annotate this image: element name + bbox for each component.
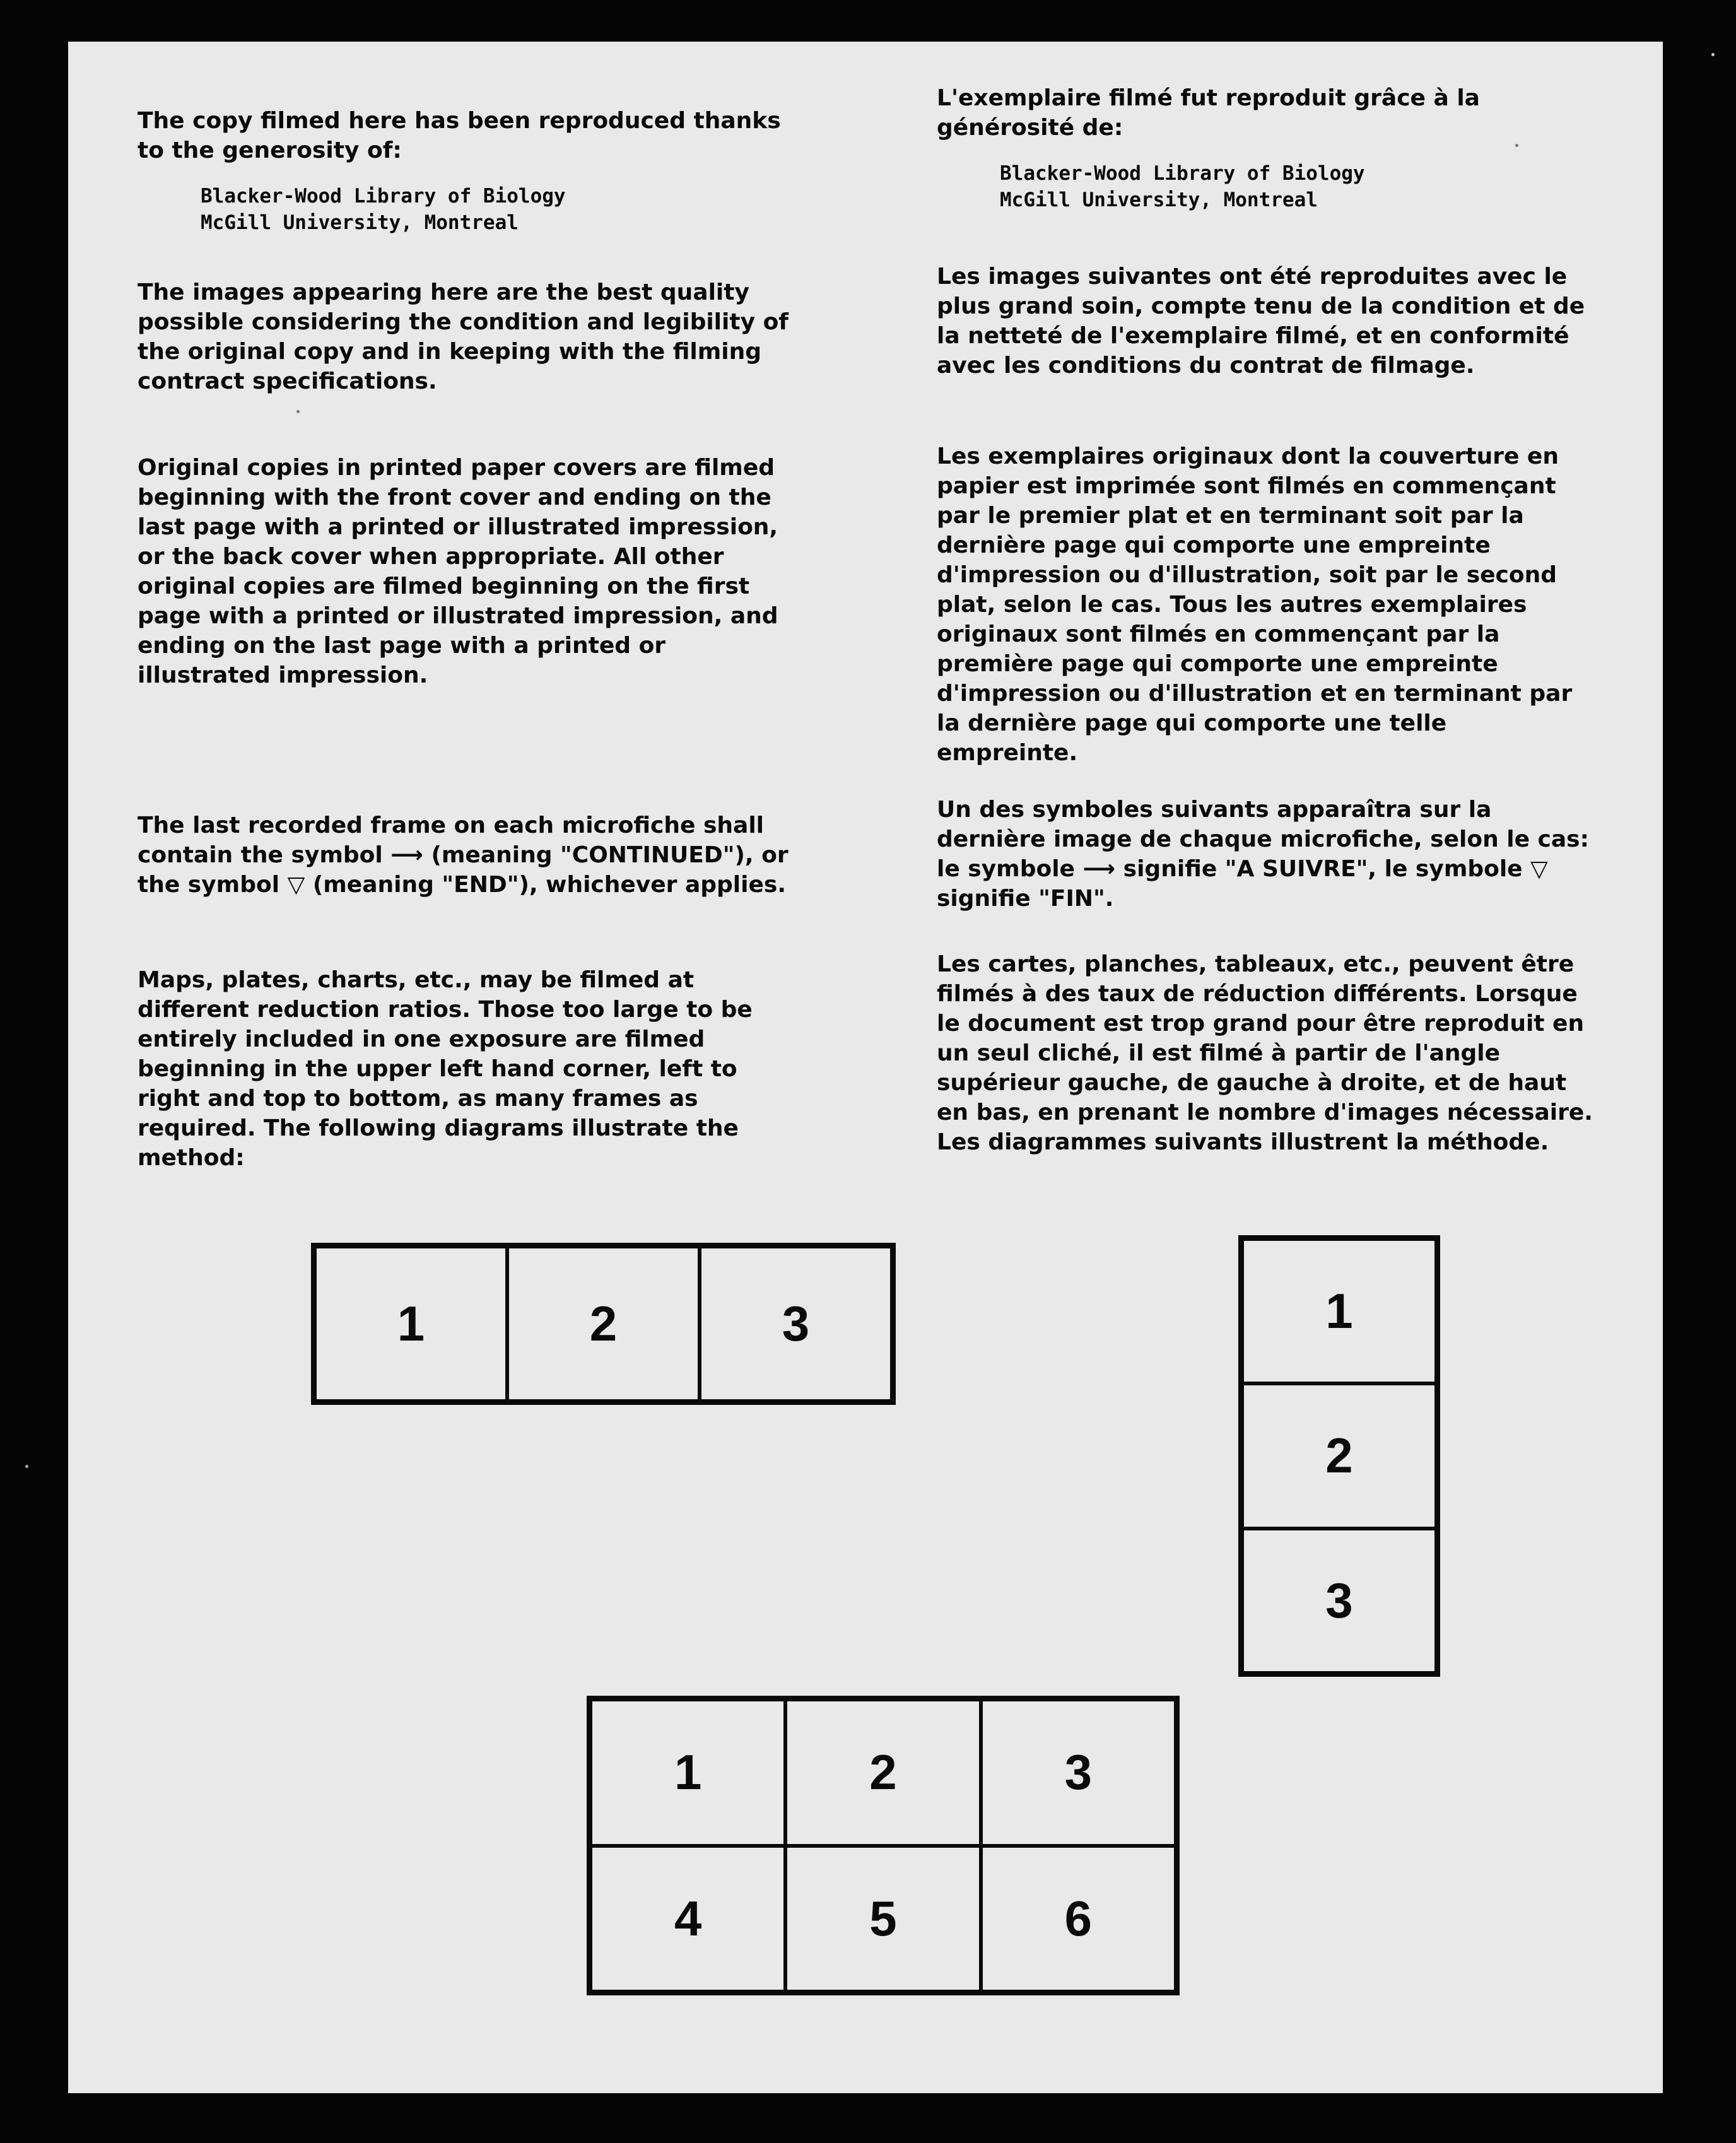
scan-speck [25,1465,28,1468]
institution-fr [937,160,1593,213]
scan-speck [1711,53,1715,56]
vertical-diagram [1238,1235,1440,1677]
continued-arrow-icon: ⟶ [1082,856,1116,882]
frame-cell: 1 [1242,1239,1436,1383]
continued-arrow-icon: ⟶ [390,842,423,868]
frame-cell: 1 [590,1700,785,1846]
institution-line2: McGill University, Montreal [201,211,519,234]
left-acknowledgement-block [138,106,806,236]
acknowledgement-en: The copy filmed here has been reproduced thanks to the generosity of: [138,108,781,163]
acknowledgement-fr: L'exemplaire filmé fut reproduit grâce à la générosité de: [937,85,1480,141]
frame-cell: 3 [981,1700,1176,1846]
institution-line1-fr: Blacker-Wood Library of Biology [1000,162,1365,185]
end-triangle-icon: ▽ [287,872,305,898]
frame-cell: 3 [1242,1529,1436,1673]
maps-note-fr: Les cartes, planches, tableaux, etc., peuvent être filmés à des taux de réduction différents. Lorsque le document est trop grand pour être reproduit en un seul cliché, il est filmé à partir de l'angle supérieur gauche, de gauche à droite, et de haut en bas, en prenant le nombre d'images nécessaire. Les diagrammes suivants illustrent la méthode. [937,951,1593,1155]
scan-speck [1515,144,1518,147]
symbols-text-2: (meaning "CONTINUED"), or the symbol [138,842,789,898]
maps-note-en: Maps, plates, charts, etc., may be filmed at different reduction ratios. Those too large to be entirely included in one exposure are filmed beginning in the upper left hand corner, left to right and top to bottom, as many frames as required. The following diagrams illustrate the method: [138,967,753,1171]
right-acknowledgement-block [937,83,1593,213]
symbols-text-1-fr: Un des symboles suivants apparaîtra sur la dernière image de chaque microfiche, selon le cas: le symbole [937,797,1589,882]
frame-cell: 2 [785,1700,980,1846]
institution-line2-fr: McGill University, Montreal [1000,189,1318,211]
frame-cell: 2 [1242,1383,1436,1528]
frame-cell: 2 [507,1247,700,1401]
symbols-note-en [138,811,806,900]
quality-note-en: The images appearing here are the best quality possible considering the condition and legibility of the original copy and in keeping with the filming contract specifications. [138,279,789,394]
frame-cell: 5 [785,1846,980,1992]
original-copies-note-en: Original copies in printed paper covers are filmed beginning with the front cover and ending on the last page with a printed or illustrated impression, or the back cover when appropriate. All other original copies are filmed beginning on the first page with a printed or illustrated impression, and ending on the last page with a printed or illustrated impression. [138,455,778,688]
institution-en [138,183,806,236]
frame-cell: 3 [700,1247,892,1401]
symbols-text-2-fr: signifie "A SUIVRE", le symbole [1123,856,1523,882]
frame-cell: 1 [315,1247,507,1401]
institution-line1: Blacker-Wood Library of Biology [201,185,566,208]
quality-note-fr: Les images suivantes ont été reproduites avec le plus grand soin, compte tenu de la condition et de la netteté de l'exemplaire filmé, et en conformité avec les conditions du contrat de filmage. [937,264,1585,379]
symbols-text-1: The last recorded frame on each microfiche shall contain the symbol [138,813,765,868]
frame-cell: 4 [590,1846,785,1992]
original-copies-note-fr: Les exemplaires originaux dont la couverture en papier est imprimée sont filmés en commençant par le premier plat et en terminant soit par la dernière page qui comporte une empreinte d'impression ou d'illustration, soit par le second plat, selon le cas. Tous les autres exemplaires originaux sont filmés en commençant par la première page qui comporte une empreinte d'impression ou d'illustration et en terminant par la dernière page qui comporte une telle empreinte. [937,443,1573,766]
horizontal-diagram [311,1243,896,1405]
scan-speck [296,410,300,413]
frame-cell: 6 [981,1846,1176,1992]
symbols-text-3: (meaning "END"), whichever applies. [312,872,786,898]
symbols-note-fr [937,795,1593,913]
symbols-text-3-fr: signifie "FIN". [937,886,1114,912]
end-triangle-icon: ▽ [1530,856,1548,882]
grid-diagram [587,1696,1180,1995]
